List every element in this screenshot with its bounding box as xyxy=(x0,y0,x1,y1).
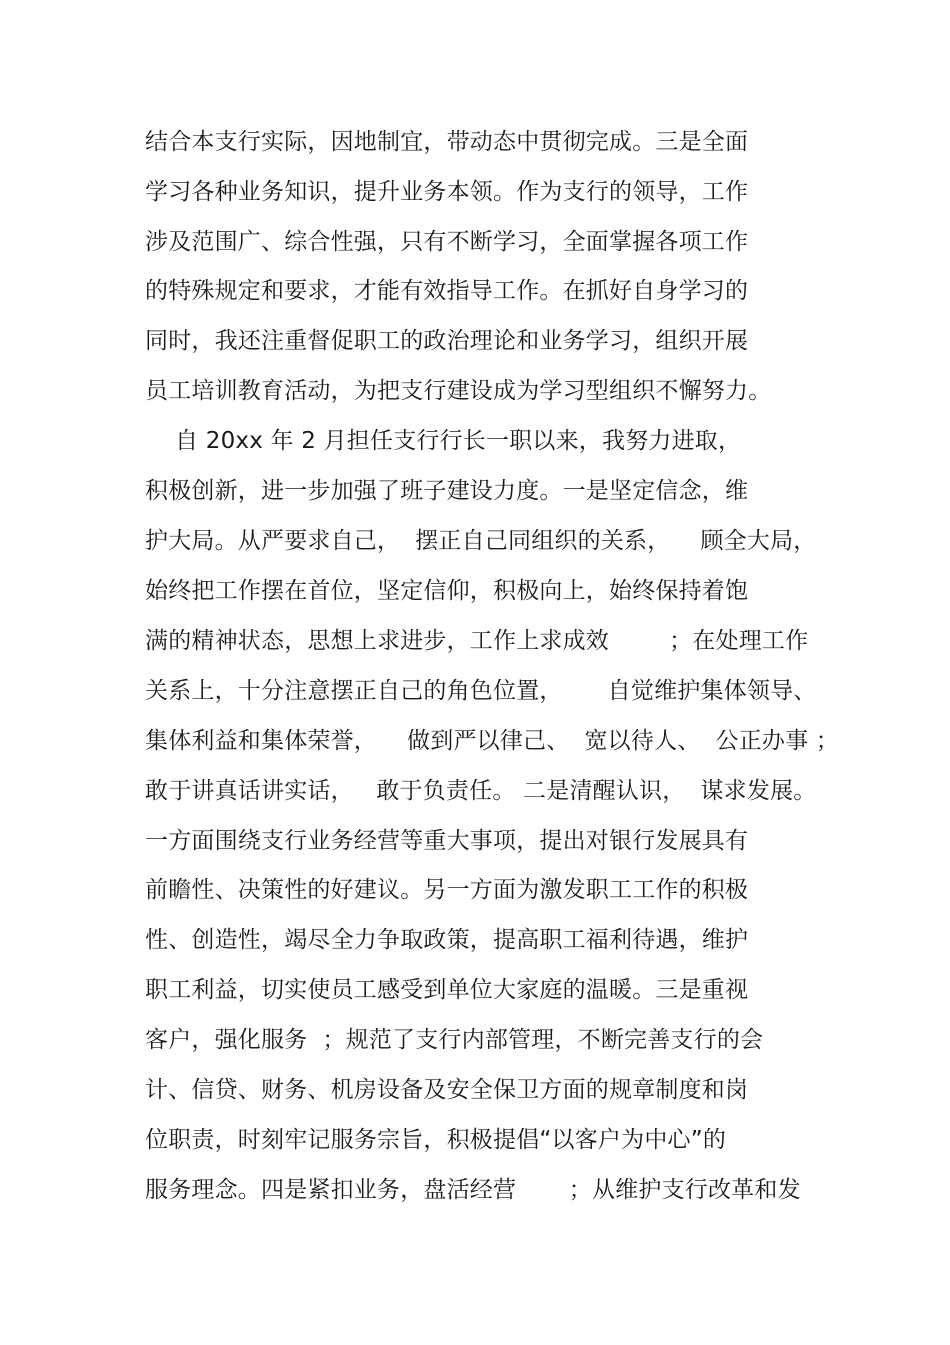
text-line: 一方面围绕支行业务经营等重大事项，提出对银行发展具有 xyxy=(145,828,749,854)
text-line: 前瞻性、决策性的好建议。另一方面为激发职工工作的积极 xyxy=(145,877,749,903)
text-line: 服务理念。四是紧扣业务，盘活经营 ；从维护支行改革和发 xyxy=(145,1177,801,1203)
paragraph-start-line: 自 20xx 年 2 月担任支行行长一职以来，我努力进取， xyxy=(145,428,742,454)
text-line: 员工培训教育活动，为把支行建设成为学习型组织不懈努力。 xyxy=(145,378,772,404)
text-line: 结合本支行实际，因地制宜，带动态中贯彻完成。三是全面 xyxy=(145,129,749,155)
text-line: 始终把工作摆在首位，坚定信仰，积极向上，始终保持着饱 xyxy=(145,578,749,604)
text-line: 计、信贷、财务、机房设备及安全保卫方面的规章制度和岗 xyxy=(145,1077,749,1103)
text-line: 关系上，十分注意摆正自己的角色位置， 自觉维护集体领导、 xyxy=(145,678,817,704)
text-line: 集体利益和集体荣誉， 做到严以律己、 宽以待人、 公正办事 ； xyxy=(145,728,839,754)
text-line: 学习各种业务知识，提升业务本领。作为支行的领导，工作 xyxy=(145,179,749,205)
text-line: 满的精神状态，思想上求进步，工作上求成效 ；在处理工作 xyxy=(145,628,809,654)
text-line: 职工利益，切实使员工感受到单位大家庭的温暖。三是重视 xyxy=(145,977,749,1003)
text-line: 位职责，时刻牢记服务宗旨，积极提倡“以客户为中心”的 xyxy=(145,1127,727,1153)
text-line: 性、创造性，竭尽全力争取政策，提高职工福利待遇，维护 xyxy=(145,927,749,953)
text-line: 同时，我还注重督促职工的政治理论和业务学习，组织开展 xyxy=(145,328,749,354)
text-line: 积极创新，进一步加强了班子建设力度。一是坚定信念，维 xyxy=(145,478,749,504)
text-line: 敢于讲真话讲实话， 敢于负责任。 二是清醒认识， 谋求发展。 xyxy=(145,778,817,804)
text-line: 客户，强化服务 ；规范了支行内部管理，不断完善支行的会 xyxy=(145,1027,764,1053)
text-line: 护大局。从严要求自己， 摆正自己同组织的关系， 顾全大局， xyxy=(145,528,817,554)
text-line: 涉及范围广、综合性强，只有不断学习，全面掌握各项工作 xyxy=(145,229,749,255)
text-line: 的特殊规定和要求，才能有效指导工作。在抓好自身学习的 xyxy=(145,278,749,304)
